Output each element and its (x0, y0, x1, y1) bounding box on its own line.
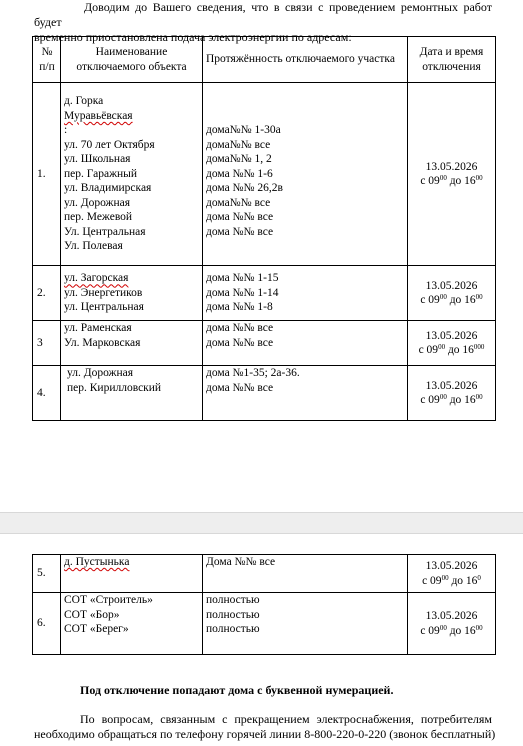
outage-time: с $09^{00}$ до $16^{000}$ (418, 343, 485, 356)
outage-date: 13.05.2026 (425, 329, 478, 342)
header-extent: Протяжённость отключаемого участка (203, 37, 408, 83)
outage-date: 13.05.2026 (425, 279, 478, 292)
table-row (33, 266, 496, 321)
page-break-gap (0, 512, 523, 534)
object-name: Ул. Полевая (64, 240, 123, 253)
object-name: Ул. Центральная (64, 225, 146, 238)
object-name: пер. Межевой (64, 211, 133, 224)
extent-item: дома №№ все (206, 381, 274, 394)
row-number: 5. (33, 555, 61, 593)
object-name: д. Пустынька (64, 556, 130, 568)
table-header-row (33, 37, 496, 83)
outage-date: 13.05.2026 (425, 560, 478, 572)
outage-time: с $09^{00}$ до $16^{00}$ (420, 393, 483, 406)
extent-item: полностью (206, 594, 260, 606)
object-name: ул. Загорская (64, 272, 129, 285)
extent-item: дома№№ 1-30а (206, 124, 281, 137)
extent-list (203, 321, 408, 366)
row-number: 3 (33, 321, 61, 366)
extent-list (203, 83, 408, 266)
object-name: ул. Энергетиков (64, 286, 143, 299)
extent-list (203, 593, 408, 655)
outage-time: с $09^{00}$ до $16^{00}$ (420, 623, 483, 637)
object-name: д. Горка Муравьёвская : (64, 95, 133, 137)
extent-item: дома №№ все (206, 322, 274, 334)
extent-item: дома №1-35; 2а-36. (206, 367, 300, 379)
extent-list (203, 266, 408, 321)
extent-item: дома №№ 26,2в (206, 182, 283, 195)
row-number: 1. (33, 83, 61, 266)
datetime-cell (408, 366, 496, 421)
extent-item: дома №№ все (206, 336, 274, 349)
table-row (33, 83, 496, 266)
outage-time: с $09^{00}$ до $16^{00}$ (420, 293, 483, 306)
object-list (61, 83, 203, 266)
object-name: ул. Владимирская (64, 182, 152, 195)
table-row (33, 593, 496, 655)
header-datetime: Дата и время отключения (408, 37, 496, 83)
extent-item: дома №№ 1-15 (206, 272, 279, 285)
extent-item: Дома №№ все (206, 556, 276, 568)
object-list (61, 593, 203, 655)
extent-item: дома №№ 1-6 (206, 167, 273, 180)
outage-time: с $09^{00}$ до $16^0$ (422, 573, 481, 587)
contact-paragraph (34, 712, 496, 742)
extent-item: дома№№ все (206, 196, 271, 209)
extent-list (203, 555, 408, 593)
object-list (61, 366, 203, 421)
table-row (33, 555, 496, 593)
outage-date: 13.05.2026 (425, 379, 478, 392)
row-number: 2. (33, 266, 61, 321)
object-name: Ул. Марковская (64, 336, 141, 349)
object-name: СОТ «Бор» (64, 608, 120, 621)
extent-item: дома №№ 1-8 (206, 301, 273, 314)
object-name: ул. Раменская (64, 322, 132, 334)
extent-item: полностью (206, 608, 260, 621)
object-name: пер. Гаражный (64, 167, 138, 180)
object-list (61, 321, 203, 366)
object-name: ул. Центральная (64, 301, 144, 314)
object-name: СОТ «Строитель» (64, 594, 153, 606)
row-number: 6. (33, 593, 61, 655)
outage-table-continued (32, 554, 496, 655)
extent-item: полностью (206, 623, 260, 635)
datetime-cell (408, 593, 496, 655)
object-name: СОТ «Берег» (64, 623, 129, 635)
table-row (33, 366, 496, 421)
datetime-cell (408, 555, 496, 593)
outage-time: с $09^{00}$ до $16^{00}$ (420, 174, 483, 187)
intro-line-1: Доводим до Вашего сведения, что в связи с проведением ремонтных работ будет (34, 0, 492, 29)
outage-date: 13.05.2026 (425, 610, 478, 622)
object-name: ул. Дорожная (64, 196, 131, 209)
object-name: ул. Дорожная (67, 367, 134, 379)
datetime-cell (408, 321, 496, 366)
extent-item: дома№№ 1, 2 (206, 153, 272, 166)
intro-line-2: временно приостановлена подача электроэнергии по адресам: (34, 30, 352, 44)
datetime-cell (408, 83, 496, 266)
outage-table (32, 36, 496, 421)
table-row (33, 321, 496, 366)
extent-item: дома№№ все (206, 138, 271, 151)
outage-date: 13.05.2026 (425, 160, 478, 173)
object-name: ул. 70 лет Октября (64, 138, 155, 151)
contact-line-1: По вопросам, связанным с прекращением электроснабжения, потребителям (80, 712, 492, 726)
header-num: № п/п (33, 37, 61, 83)
header-name: Наименование отключаемого объекта (61, 37, 203, 83)
extent-item (206, 109, 404, 124)
extent-item: дома №№ 1-14 (206, 286, 279, 299)
extent-list (203, 366, 408, 421)
object-list (61, 555, 203, 593)
lettered-houses-note: Под отключение попадают дома с буквенной нумерацией. (80, 683, 394, 697)
object-name: пер. Кирилловский (67, 381, 162, 394)
object-list (61, 266, 203, 321)
row-number: 4. (33, 366, 61, 421)
datetime-cell (408, 266, 496, 321)
object-name: ул. Школьная (64, 153, 131, 166)
contact-line-2: необходимо обращаться по телефону горячей линии 8-800-220-0-220 (звонок бесплатный) (34, 727, 496, 741)
extent-item: дома №№ все (206, 225, 274, 238)
extent-item: дома №№ все (206, 211, 274, 224)
